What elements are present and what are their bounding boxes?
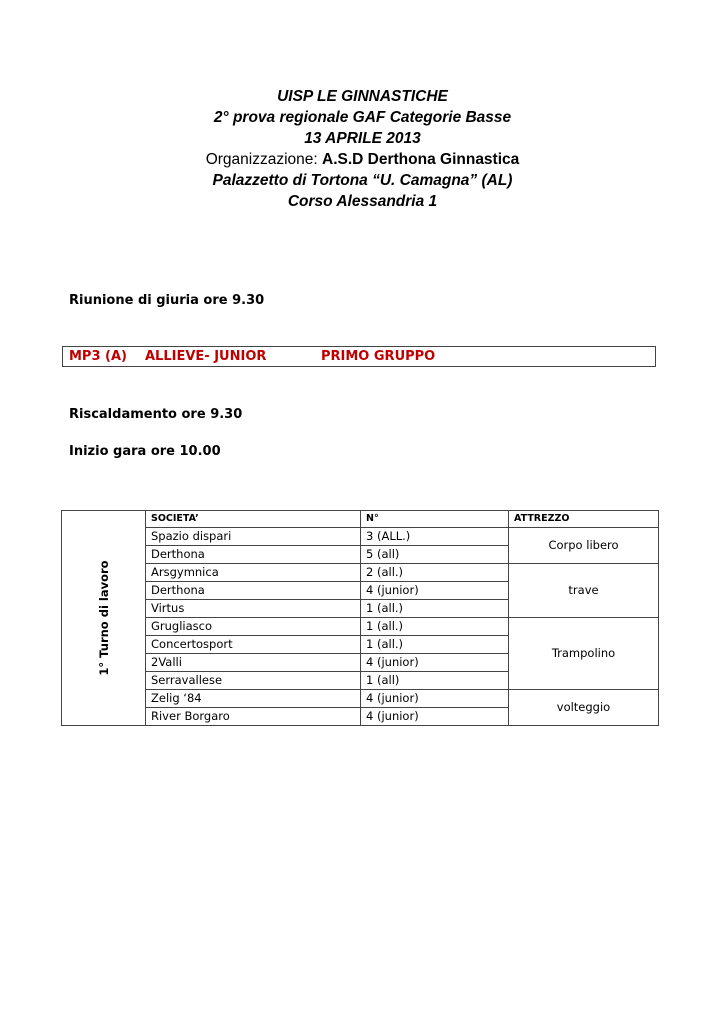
group-category: MP3 (A) xyxy=(69,349,127,364)
table-row xyxy=(62,564,659,582)
document-header xyxy=(0,86,725,212)
societa-cell: Virtus xyxy=(146,600,361,618)
table-row xyxy=(62,618,659,636)
numero-cell: 4 (junior) xyxy=(361,582,509,600)
attrezzo-cell: trave xyxy=(509,564,659,618)
societa-cell: Grugliasco xyxy=(146,618,361,636)
header-event-title: 2° prova regionale GAF Categorie Basse xyxy=(213,109,512,126)
table-row xyxy=(62,528,659,546)
group-banner xyxy=(62,346,656,367)
organization-label: Organizzazione: xyxy=(205,151,323,168)
header-federation: UISP LE GINNASTICHE xyxy=(277,88,448,105)
header-societa: SOCIETA’ xyxy=(146,511,361,528)
header-organization xyxy=(0,149,725,170)
numero-cell: 1 (all.) xyxy=(361,618,509,636)
group-name: PRIMO GRUPPO xyxy=(321,349,436,364)
societa-cell: Concertosport xyxy=(146,636,361,654)
numero-cell: 3 (ALL.) xyxy=(361,528,509,546)
societa-cell: Serravallese xyxy=(146,672,361,690)
societa-cell: Zelig ‘84 xyxy=(146,690,361,708)
attrezzo-cell: Trampolino xyxy=(509,618,659,690)
attrezzo-cell: volteggio xyxy=(509,690,659,726)
societa-cell: Spazio dispari xyxy=(146,528,361,546)
table-header-row xyxy=(62,511,659,528)
group-level: ALLIEVE- JUNIOR xyxy=(145,349,267,364)
numero-cell: 2 (all.) xyxy=(361,564,509,582)
numero-cell: 4 (junior) xyxy=(361,690,509,708)
societa-cell: 2Valli xyxy=(146,654,361,672)
header-date: 13 APRILE 2013 xyxy=(304,130,421,147)
header-venue: Palazzetto di Tortona “U. Camagna” (AL) xyxy=(212,172,513,189)
inizio-gara: Inizio gara ore 10.00 xyxy=(69,444,221,459)
riscaldamento: Riscaldamento ore 9.30 xyxy=(69,407,243,422)
header-address: Corso Alessandria 1 xyxy=(287,193,438,210)
numero-cell: 4 (junior) xyxy=(361,708,509,726)
numero-cell: 1 (all) xyxy=(361,672,509,690)
numero-cell: 1 (all.) xyxy=(361,636,509,654)
societa-cell: Derthona xyxy=(146,546,361,564)
organization-name: A.S.D Derthona Ginnastica xyxy=(322,151,520,168)
numero-cell: 1 (all.) xyxy=(361,600,509,618)
societa-cell: Arsgymnica xyxy=(146,564,361,582)
attrezzo-cell: Corpo libero xyxy=(509,528,659,564)
table-row xyxy=(62,690,659,708)
societa-cell: River Borgaro xyxy=(146,708,361,726)
header-numero: N° xyxy=(361,511,509,528)
schedule-table xyxy=(61,510,659,726)
numero-cell: 4 (junior) xyxy=(361,654,509,672)
numero-cell: 5 (all) xyxy=(361,546,509,564)
riunione-giuria: Riunione di giuria ore 9.30 xyxy=(69,293,265,308)
societa-cell: Derthona xyxy=(146,582,361,600)
turno-cell xyxy=(62,511,146,726)
header-attrezzo: ATTREZZO xyxy=(509,511,659,528)
turno-label: 1° Turno di lavoro xyxy=(96,560,111,676)
